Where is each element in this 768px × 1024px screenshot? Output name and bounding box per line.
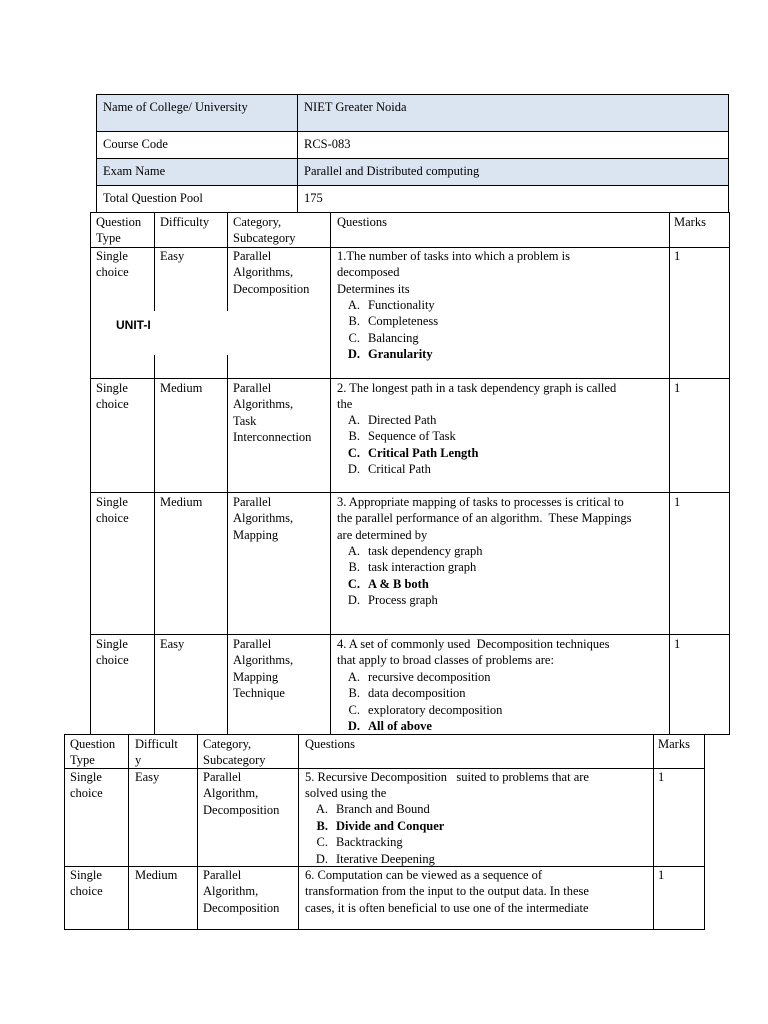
option-letter: D. bbox=[347, 462, 360, 476]
question-category-line: Parallel bbox=[233, 249, 272, 263]
option-letter: B. bbox=[316, 819, 328, 833]
col-header-type-line: Type bbox=[96, 231, 121, 246]
option-letter: B. bbox=[348, 560, 360, 574]
col-header-marks: Marks bbox=[658, 737, 690, 751]
question-text-line: Determines its bbox=[337, 281, 410, 296]
option bbox=[304, 851, 435, 867]
question-category bbox=[233, 248, 309, 297]
info-value-text: RCS-083 bbox=[304, 137, 351, 151]
option-letter: B. bbox=[348, 314, 360, 328]
info-label-course-code bbox=[96, 131, 298, 159]
col-header-marks: Marks bbox=[674, 215, 706, 229]
info-label-text: Name of College/ University bbox=[103, 100, 248, 114]
question-type-line: choice bbox=[96, 511, 129, 526]
option bbox=[336, 669, 491, 685]
option bbox=[336, 685, 466, 701]
question-type-line: Single bbox=[70, 868, 102, 882]
option-text: Critical Path bbox=[368, 462, 431, 476]
question-type bbox=[96, 248, 129, 281]
option bbox=[336, 313, 438, 329]
option bbox=[336, 702, 502, 718]
question-difficulty: Easy bbox=[160, 637, 185, 651]
question-category-line: Algorithms, bbox=[233, 265, 294, 280]
info-label-college bbox=[96, 94, 298, 132]
question-difficulty: Easy bbox=[160, 249, 185, 263]
question-marks: 1 bbox=[674, 381, 681, 395]
question-type bbox=[96, 380, 129, 413]
option-text: data decomposition bbox=[368, 686, 466, 700]
option-letter: C. bbox=[316, 835, 328, 849]
question-type bbox=[70, 769, 103, 802]
info-value-text: 175 bbox=[304, 191, 323, 205]
option-text: Divide and Conquer bbox=[336, 819, 445, 833]
info-value-text: NIET Greater Noida bbox=[304, 100, 407, 114]
question-category bbox=[233, 636, 293, 701]
question-category-line: Algorithms, bbox=[233, 397, 294, 412]
question-text bbox=[337, 494, 631, 543]
col-header-type-line: Type bbox=[70, 753, 95, 768]
question-type-line: Single bbox=[96, 249, 128, 263]
question-text-line: that apply to broad classes of problems are: bbox=[337, 653, 554, 668]
question-type-line: Single bbox=[96, 495, 128, 509]
option bbox=[336, 428, 456, 444]
info-label-exam-name bbox=[96, 158, 298, 186]
info-value-question-pool bbox=[297, 185, 729, 213]
col-header-questions: Questions bbox=[337, 215, 387, 229]
question-type-line: Single bbox=[70, 770, 102, 784]
option-text: task dependency graph bbox=[368, 544, 483, 558]
unit-label: UNIT-I bbox=[116, 318, 151, 332]
option-letter: C. bbox=[348, 703, 360, 717]
col-header-category bbox=[203, 736, 265, 769]
col-header-type-line: Question bbox=[70, 737, 116, 751]
option-correct bbox=[304, 818, 444, 834]
question-category-line: Algorithms, bbox=[233, 511, 294, 526]
option-letter: B. bbox=[348, 686, 360, 700]
question-text-line: cases, it is often beneficial to use one of the intermediate bbox=[305, 900, 589, 915]
question-category-line: Decomposition bbox=[203, 900, 280, 915]
question-category bbox=[233, 380, 311, 445]
question-category-line: Mapping bbox=[233, 669, 279, 684]
question-category bbox=[233, 494, 293, 543]
col-header-difficulty: Difficulty bbox=[160, 215, 210, 229]
question-type-line: Single bbox=[96, 381, 128, 395]
question-type bbox=[70, 867, 103, 900]
option-text: exploratory decomposition bbox=[368, 703, 503, 717]
question-type-line: choice bbox=[96, 265, 129, 280]
info-label-text: Course Code bbox=[103, 137, 168, 151]
option-letter: A. bbox=[347, 544, 360, 558]
option-letter: B. bbox=[348, 429, 360, 443]
question-difficulty: Medium bbox=[135, 868, 178, 882]
col-header-category-line: Category, bbox=[233, 215, 282, 229]
option-letter: D. bbox=[347, 593, 360, 607]
question-text-line: 1.The number of tasks into which a problem is bbox=[337, 249, 570, 263]
option-correct bbox=[336, 718, 432, 734]
option bbox=[304, 834, 403, 850]
option bbox=[336, 592, 438, 608]
question-category-line: Decomposition bbox=[203, 802, 280, 817]
question-text bbox=[305, 867, 589, 916]
info-value-text: Parallel and Distributed computing bbox=[304, 164, 480, 178]
question-text bbox=[305, 769, 589, 802]
option-text: Directed Path bbox=[368, 413, 437, 427]
option-text: Granularity bbox=[368, 347, 433, 361]
option-text: Process graph bbox=[368, 593, 438, 607]
question-text-line: 3. Appropriate mapping of tasks to processes is critical to bbox=[337, 495, 624, 509]
question-type bbox=[96, 636, 129, 669]
option-letter: D. bbox=[347, 347, 360, 361]
question-category-line: Parallel bbox=[233, 381, 272, 395]
option-text: Completeness bbox=[368, 314, 439, 328]
option-text: Backtracking bbox=[336, 835, 403, 849]
info-label-text: Exam Name bbox=[103, 164, 166, 178]
option-letter: C. bbox=[348, 331, 360, 345]
option-text: Sequence of Task bbox=[368, 429, 456, 443]
option-correct bbox=[336, 576, 429, 592]
question-text-line: are determined by bbox=[337, 527, 428, 542]
question-text-line: transformation from the input to the output data. In these bbox=[305, 884, 589, 899]
info-label-question-pool bbox=[96, 185, 298, 213]
question-marks: 1 bbox=[674, 637, 681, 651]
option-letter: A. bbox=[347, 413, 360, 427]
option bbox=[336, 559, 476, 575]
info-value-course-code bbox=[297, 131, 729, 159]
col-header-category-line: Category, bbox=[203, 737, 252, 751]
option-letter: A. bbox=[315, 802, 328, 816]
option bbox=[336, 297, 435, 313]
option-text: task interaction graph bbox=[368, 560, 477, 574]
question-category-line: Parallel bbox=[203, 868, 242, 882]
question-difficulty: Medium bbox=[160, 495, 203, 509]
question-type bbox=[96, 494, 129, 527]
option bbox=[336, 543, 483, 559]
option-correct bbox=[336, 445, 478, 461]
option-text: All of above bbox=[368, 719, 432, 733]
option-text: Functionality bbox=[368, 298, 435, 312]
question-marks: 1 bbox=[658, 868, 665, 882]
question-difficulty: Medium bbox=[160, 381, 203, 395]
col-header-category-line: Subcategory bbox=[203, 753, 266, 768]
question-text bbox=[337, 380, 616, 413]
option-letter: A. bbox=[347, 298, 360, 312]
question-category-line: Algorithms, bbox=[233, 653, 294, 668]
question-category-line: Mapping bbox=[233, 527, 279, 542]
question-text-line: 4. A set of commonly used Decomposition techniques bbox=[337, 637, 610, 651]
col-header-type bbox=[96, 214, 141, 247]
option-text: A & B both bbox=[368, 577, 429, 591]
option-letter: C. bbox=[347, 577, 360, 591]
question-difficulty: Easy bbox=[135, 770, 160, 784]
question-type-line: choice bbox=[96, 397, 129, 412]
question-category-line: Parallel bbox=[203, 770, 242, 784]
question-category-line: Decomposition bbox=[233, 281, 310, 296]
col-header-difficulty bbox=[135, 736, 178, 769]
info-value-college bbox=[297, 94, 729, 132]
question-type-line: choice bbox=[70, 786, 103, 801]
question-text bbox=[337, 636, 610, 669]
question-category-line: Task bbox=[233, 413, 257, 428]
question-marks: 1 bbox=[674, 249, 681, 263]
question-category-line: Interconnection bbox=[233, 429, 312, 444]
col-header-difficulty-line: y bbox=[135, 753, 142, 768]
question-text-line: the parallel performance of an algorithm. These Mappings bbox=[337, 511, 632, 526]
option-letter: D. bbox=[347, 719, 360, 733]
option-text: Branch and Bound bbox=[336, 802, 430, 816]
option-correct bbox=[336, 346, 433, 362]
question-marks: 1 bbox=[674, 495, 681, 509]
question-text bbox=[337, 248, 570, 297]
question-text-line: decomposed bbox=[337, 265, 400, 280]
col-header-difficulty-line: Difficult bbox=[135, 737, 178, 751]
question-category bbox=[203, 867, 279, 916]
question-type-line: Single bbox=[96, 637, 128, 651]
col-header-type bbox=[70, 736, 115, 769]
col-header-type-line: Question bbox=[96, 215, 142, 229]
question-marks: 1 bbox=[658, 770, 665, 784]
question-category-line: Technique bbox=[233, 685, 285, 700]
col-header-questions: Questions bbox=[305, 737, 355, 751]
question-category bbox=[203, 769, 279, 818]
info-label-text: Total Question Pool bbox=[103, 191, 203, 205]
col-header-category bbox=[233, 214, 295, 247]
question-category-line: Parallel bbox=[233, 637, 272, 651]
question-text-line: 5. Recursive Decomposition suited to problems that are bbox=[305, 770, 589, 784]
question-type-line: choice bbox=[70, 884, 103, 899]
option bbox=[336, 461, 431, 477]
question-text-line: the bbox=[337, 397, 353, 412]
option-text: Balancing bbox=[368, 331, 419, 345]
option-letter: C. bbox=[347, 446, 360, 460]
question-text-line: solved using the bbox=[305, 786, 387, 801]
option bbox=[336, 412, 436, 428]
option-text: recursive decomposition bbox=[368, 670, 491, 684]
info-value-exam-name bbox=[297, 158, 729, 186]
question-text-line: 6. Computation can be viewed as a sequence of bbox=[305, 868, 543, 882]
question-text-line: 2. The longest path in a task dependency graph is called bbox=[337, 381, 617, 395]
option-letter: A. bbox=[347, 670, 360, 684]
question-category-line: Algorithm, bbox=[203, 786, 259, 801]
col-header-category-line: Subcategory bbox=[233, 231, 296, 246]
question-category-line: Algorithm, bbox=[203, 884, 259, 899]
option bbox=[336, 330, 419, 346]
option-letter: D. bbox=[315, 852, 328, 866]
question-category-line: Parallel bbox=[233, 495, 272, 509]
question-type-line: choice bbox=[96, 653, 129, 668]
option-text: Iterative Deepening bbox=[336, 852, 435, 866]
option bbox=[304, 801, 430, 817]
option-text: Critical Path Length bbox=[368, 446, 479, 460]
